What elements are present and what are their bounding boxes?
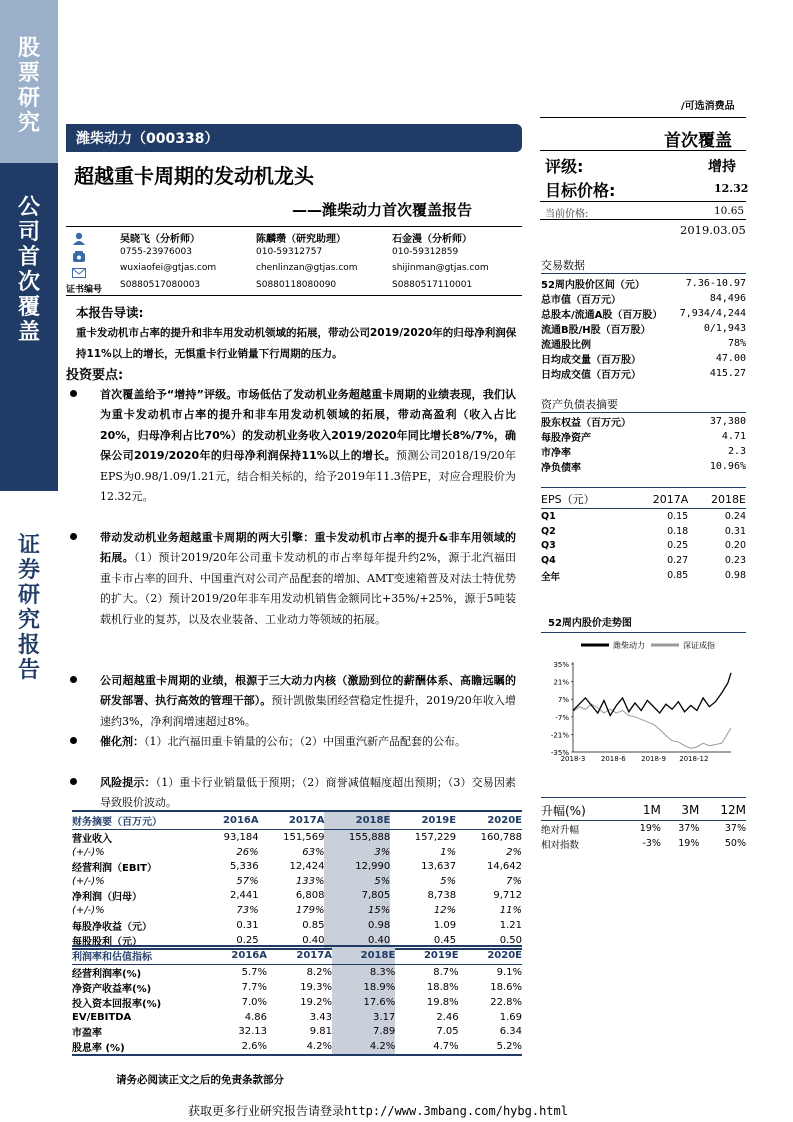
table-cell: 营业收入 [72, 834, 112, 845]
table-cell: 17.6% [332, 995, 395, 1010]
table-cell: 13,637 [421, 861, 457, 873]
table-row [541, 568, 746, 583]
table-cell: 5,336 [229, 861, 259, 873]
target-price-value: 12.32 [714, 182, 749, 195]
sidebar-char: 首 [17, 245, 40, 270]
table-cell: 2% [506, 846, 522, 858]
trading-title: 交易数据 [541, 259, 585, 272]
point-text [100, 528, 516, 630]
analyst-name: 陈麟瓒（研究助理） [256, 234, 346, 245]
analyst-cert: S0880517110001 [392, 280, 473, 290]
table-cell: -3% [642, 838, 661, 849]
table-cell: 0.23 [724, 555, 746, 567]
table-cell: 8,738 [427, 890, 457, 902]
table-cell: 93,184 [223, 832, 259, 843]
x-tick-label: 2018-3 [560, 755, 586, 763]
table-cell: 1.21 [499, 919, 522, 931]
table-row [541, 414, 746, 429]
bullet-icon [70, 390, 77, 397]
table-cell: 57% [236, 875, 259, 887]
sidebar-char: 司 [17, 220, 40, 245]
header-cell: 升幅(%) [541, 800, 622, 821]
table-cell: 26% [236, 846, 259, 858]
header-cell: 3M [661, 800, 699, 821]
table-cell: 32.13 [238, 1026, 267, 1038]
analyst-email[interactable]: shijinman@gtjas.com [392, 263, 489, 273]
sidebar-char: 证 [17, 533, 40, 558]
row-value: 4.71 [721, 431, 746, 442]
industry-label: /可选消费品 [681, 101, 735, 112]
table-row [541, 351, 746, 366]
point-bold: 首次覆盖给予“增持”评级。市场低估了发动机业务超越重卡周期的业绩表现，我们认为重卡发动机市占率的提升和非车用发动机领域的拓展，带动高盈利（收入占比20%，归母净利占比70%）的发动机业务收入2019/2020年同比增长8%/7%，确保公司2019/2020年的归母净利润保持11%以上的增长。 [100, 388, 516, 463]
table-cell: 0.15 [667, 510, 689, 522]
sidebar-char: 票 [17, 61, 40, 86]
table-cell: 9.1% [496, 967, 522, 978]
row-value: 7,934/4,244 [679, 308, 746, 319]
person-icon [72, 230, 86, 249]
sidebar-stock-research [0, 0, 58, 163]
table-row [541, 539, 746, 554]
financial-summary-table [72, 810, 522, 950]
change-table [541, 800, 746, 851]
row-value: 78% [727, 338, 746, 349]
table-cell: 7.0% [241, 997, 267, 1008]
table-cell: 经营利润（EBIT） [72, 863, 157, 875]
table-cell: Q3 [541, 540, 556, 552]
table-cell: 5.7% [241, 967, 267, 978]
table-cell: 12% [433, 904, 457, 916]
point-normal: 预测公司2018/19/20年EPS为0.98/1.09/1.21元，结合相关标的，给予2019年11.3倍PE，对应合理股价为12.32元。 [100, 449, 517, 504]
table-cell: 6,808 [295, 890, 325, 902]
table-cell: 经营利润率(%) [72, 969, 142, 980]
header-cell: EPS（元） [541, 490, 630, 509]
analyst-name: 石金漫（分析师） [392, 234, 472, 245]
table-cell: 5% [324, 874, 390, 888]
company-name: 潍柴动力（000338） [76, 131, 219, 147]
table-row [541, 366, 746, 381]
analyst-name: 吴晓飞（分析师） [120, 234, 200, 245]
footer-link[interactable]: 获取更多行业研究报告请登录http://www.3mbang.com/hybg.html [188, 1104, 568, 1118]
table-cell: 155,888 [324, 830, 390, 846]
table-cell: 37% [724, 823, 746, 834]
analyst-cert: S0880118080090 [256, 280, 337, 290]
sidebar-char: 覆 [17, 295, 40, 320]
table-cell: 0.85 [667, 570, 689, 582]
analyst-phone: 0755-23976003 [120, 247, 192, 257]
table-cell: (+/-)% [72, 904, 105, 916]
table-row [541, 444, 746, 459]
table-cell: 19.2% [300, 997, 332, 1008]
header-cell: 2017A [267, 946, 332, 965]
table-cell: 14,642 [487, 861, 522, 873]
x-tick-label: 2018-6 [600, 755, 626, 763]
table-row [541, 291, 746, 306]
point-bold: 催化剂： [100, 735, 144, 748]
table-header [72, 811, 522, 830]
report-subtitle: ——潍柴动力首次覆盖报告 [292, 201, 473, 219]
balance-table [541, 414, 746, 474]
y-tick-label: 21% [553, 678, 569, 687]
sidebar-initial-coverage [0, 163, 58, 491]
table-cell: 市盈率 [72, 1028, 102, 1040]
sidebar-char: 盖 [17, 320, 40, 345]
table-cell: (+/-)% [72, 846, 105, 858]
point-normal: （1）预计2019/20年公司重卡发动机的市占率每年提升约2%，源于北汽福田重卡市占率的回升、中国重汽对公司产品配套的增加、AMT变速箱普及对法士特优势的扩大。（2）预计2019/20年非车用发动机销售金额同比+35%/+25%，源于5吨装载机行业的复苏，以及农业装备、工业动力等领域的拓展。 [100, 551, 517, 626]
table-cell: 4.7% [395, 1039, 458, 1055]
coverage-label: 首次覆盖 [664, 131, 732, 151]
eps-table [541, 490, 746, 583]
table-cell: 18.8% [426, 982, 459, 993]
table-cell: 7.89 [332, 1024, 395, 1039]
table-cell: 18.6% [490, 982, 522, 993]
table-cell: 63% [302, 846, 325, 858]
report-date: 2019.03.05 [680, 223, 746, 237]
table-row [72, 980, 522, 995]
table-row [541, 459, 746, 474]
table-cell: 0.98 [724, 570, 746, 582]
table-cell: 0.40 [259, 933, 325, 949]
table-cell: 0.45 [390, 933, 456, 949]
table-cell: 12,990 [324, 859, 390, 874]
point-item [76, 732, 516, 773]
email-icon [72, 264, 86, 283]
table-row [72, 965, 522, 981]
table-row [72, 1039, 522, 1055]
table-cell: 0.50 [456, 933, 522, 949]
table-row [72, 903, 522, 917]
row-label: 净负债率 [541, 463, 581, 474]
sidebar-char: 次 [17, 270, 40, 295]
header-cell: 2020E [459, 946, 522, 965]
row-value: 415.27 [709, 368, 746, 379]
table-cell: 4.86 [244, 1011, 267, 1023]
bullet-icon [70, 533, 77, 540]
table-row [541, 821, 746, 837]
table-cell: 22.8% [490, 997, 522, 1008]
row-label: 流通股比例 [541, 340, 591, 351]
table-cell: 净利润（归母） [72, 892, 142, 904]
sidebar-char: 研 [17, 583, 40, 608]
point-text [100, 671, 516, 732]
table-cell: 9,712 [493, 890, 522, 902]
table-cell: 投入资本回报率(%) [72, 999, 162, 1010]
y-tick-label: -21% [550, 731, 569, 740]
header-cell: 2018E [688, 490, 746, 509]
x-tick-label: 2018-9 [641, 755, 666, 763]
cert-label: 证书编号 [66, 285, 103, 295]
header-cell: 2017A [630, 490, 689, 509]
table-cell: 4.2% [267, 1039, 332, 1055]
table-cell: 179% [295, 904, 325, 916]
header-cell: 2019E [390, 811, 456, 830]
table-cell: 19% [639, 823, 661, 834]
table-row [72, 874, 522, 888]
table-row [72, 859, 522, 874]
y-tick-label: 35% [553, 661, 569, 669]
table-cell: 8.7% [433, 967, 459, 978]
y-tick-label: -35% [550, 749, 569, 757]
table-cell: 全年 [541, 571, 561, 583]
point-bold: 公司超越重卡周期的业绩，根源于三大动力内核（激励到位的薪酬体系、高瞻远瞩的研发部署、执行高效的管理干部）。 [100, 674, 516, 708]
table-row [541, 336, 746, 351]
y-tick-label: 7% [557, 696, 569, 705]
table-row [72, 845, 522, 859]
point-item [76, 671, 516, 732]
table-row [72, 1024, 522, 1039]
row-value: 10.96% [709, 461, 746, 472]
table-header [72, 946, 522, 965]
table-cell: 19.8% [426, 997, 459, 1008]
table-cell: 15% [324, 903, 390, 917]
table-cell: 3.43 [309, 1011, 332, 1023]
table-cell: 8.3% [332, 965, 395, 981]
sidebar-char: 公 [17, 195, 40, 220]
table-row [541, 276, 746, 291]
row-label: 流通B股/H股（百万股） [541, 325, 651, 336]
table-cell: 2,441 [229, 890, 259, 902]
table-row [72, 830, 522, 846]
sidebar-securities-report [0, 491, 58, 1122]
table-cell: 12,424 [289, 861, 325, 873]
table-cell: 0.18 [667, 525, 689, 537]
table-cell: Q1 [541, 510, 556, 522]
table-cell: 5.2% [459, 1039, 522, 1055]
table-row [541, 306, 746, 321]
analyst-phone: 010-59312757 [256, 247, 323, 257]
price-chart [541, 634, 746, 774]
table-row [541, 321, 746, 336]
point-bold: 带动发动机业务超越重卡周期的两大引擎：重卡发动机市占率的提升&非车用领域的拓展。 [100, 531, 516, 565]
row-value: 7.36-10.97 [685, 278, 746, 289]
point-text [100, 773, 516, 814]
header-cell: 2018E [332, 946, 395, 965]
table-cell: 0.25 [202, 933, 259, 949]
sidebar-char: 研 [17, 86, 40, 111]
points-title: 投资要点: [66, 368, 124, 383]
sidebar-char: 券 [17, 558, 40, 583]
rating-value: 增持 [708, 159, 736, 175]
sidebar-char: 股 [17, 36, 40, 61]
analyst-email[interactable]: wuxiaofei@gtjas.com [120, 263, 217, 273]
table-cell: 2.46 [436, 1011, 459, 1023]
disclaimer: 请务必阅读正文之后的免责条款部分 [116, 1074, 284, 1086]
header-cell: 利润率和估值指标 [72, 946, 202, 965]
bullet-icon [70, 737, 77, 744]
bullet-icon [70, 676, 77, 683]
current-price-label: 当前价格: [545, 209, 589, 220]
row-value: 37,380 [709, 416, 746, 427]
table-cell: 5% [440, 875, 457, 887]
row-label: 日均成交量（百万股） [541, 355, 641, 366]
table-cell: 133% [295, 875, 325, 887]
table-cell: 7.7% [241, 982, 267, 993]
report-title: 超越重卡周期的发动机龙头 [74, 164, 314, 188]
header-cell: 2016A [202, 811, 259, 830]
table-header [541, 800, 746, 821]
table-cell: 净资产收益率(%) [72, 984, 152, 995]
table-cell: Q2 [541, 525, 556, 537]
analyst-cert: S0880517080003 [120, 280, 201, 290]
header-cell: 12M [699, 800, 746, 821]
table-cell: EV/EBITDA [72, 1011, 132, 1023]
table-row [72, 995, 522, 1010]
analyst-3 [392, 230, 489, 290]
y-tick-label: -7% [555, 713, 569, 722]
row-value: 47.00 [715, 353, 746, 364]
bullet-icon [70, 778, 77, 785]
x-tick-label: 2018-12 [679, 755, 709, 763]
table-cell: 0.27 [667, 555, 689, 567]
current-price-value: 10.65 [714, 205, 745, 217]
table-row [541, 836, 746, 851]
table-cell: 股息率 (%) [72, 1039, 202, 1055]
row-label: 52周内股价区间（元） [541, 280, 645, 291]
table-cell: 9.81 [309, 1026, 332, 1038]
table-cell: 1.09 [433, 919, 457, 931]
table-cell: 0.25 [667, 540, 689, 552]
header-cell: 财务摘要（百万元） [72, 811, 202, 830]
target-price-label: 目标价格: [545, 181, 616, 200]
table-row [541, 429, 746, 444]
table-cell: 每股股利（元） [72, 933, 202, 949]
row-label: 总股本/流通A股（百万股） [541, 310, 663, 321]
table-cell: 8.2% [306, 967, 332, 978]
table-cell: 3.17 [332, 1010, 395, 1024]
point-item [76, 773, 516, 814]
table-cell: 37% [678, 823, 700, 834]
valuation-table [72, 945, 522, 1056]
company-banner [66, 124, 522, 152]
table-row [541, 509, 746, 524]
analyst-2 [256, 230, 358, 290]
row-value: 84,496 [709, 293, 746, 304]
point-normal: （1）重卡行业销量低于预期；（2）商誉减值幅度超出预期；（3）交易因素导致股价波动。 [100, 776, 516, 810]
sidebar-char: 究 [17, 608, 40, 633]
point-text [100, 385, 516, 507]
table-cell: 0.85 [302, 919, 325, 931]
row-label: 总市值（百万元） [541, 295, 621, 306]
point-bold: 风险提示： [100, 776, 156, 789]
table-cell: 19.3% [300, 982, 332, 993]
table-cell: 0.98 [324, 918, 390, 933]
sidebar-char: 究 [17, 111, 40, 136]
trading-table [541, 276, 746, 381]
table-cell: 绝对升幅 [541, 824, 580, 836]
legend-label: 深证成指 [683, 641, 715, 650]
table-cell: 19% [678, 838, 700, 849]
table-header [541, 490, 746, 509]
table-row [541, 524, 746, 539]
table-cell: (+/-)% [72, 875, 105, 887]
table-cell: 50% [724, 838, 746, 849]
table-cell: 0.20 [724, 540, 746, 552]
guide-text: 重卡发动机市占率的提升和非车用发动机领域的拓展，带动公司2019/2020年的归母净利润保持11%以上的增长，无惧重卡行业销量下行周期的压力。 [76, 327, 517, 360]
header-cell: 2019E [395, 946, 458, 965]
analyst-email[interactable]: chenlinzan@gtjas.com [256, 263, 358, 273]
row-label: 市净率 [541, 448, 571, 459]
point-item [76, 385, 516, 528]
table-cell: 160,788 [480, 832, 522, 843]
analyst-1 [120, 230, 216, 290]
header-cell: 2017A [259, 811, 325, 830]
header-cell: 2016A [202, 946, 267, 965]
table-cell: 151,569 [283, 832, 325, 843]
point-text [100, 732, 516, 752]
balance-title: 资产负债表摘要 [541, 398, 618, 411]
header-cell: 2018E [324, 811, 390, 830]
table-cell: 18.9% [332, 980, 395, 995]
table-cell: 相对指数 [541, 839, 580, 851]
table-cell: 0.24 [724, 510, 746, 522]
table-row [541, 553, 746, 568]
legend-label: 潍柴动力 [613, 641, 645, 650]
table-cell: 4.2% [332, 1039, 395, 1055]
row-label: 股东权益（百万元） [541, 418, 631, 429]
header-cell: 2020E [456, 811, 522, 830]
table-cell: 11% [499, 904, 522, 916]
row-value: 0/1,943 [703, 323, 746, 334]
sidebar-char: 告 [17, 658, 40, 683]
investment-points [76, 385, 516, 814]
table-cell: 1.69 [499, 1011, 522, 1023]
table-cell: 73% [236, 904, 259, 916]
table-cell: 0.31 [236, 919, 259, 931]
table-cell: 7.05 [436, 1026, 459, 1038]
table-cell: 2.6% [202, 1039, 267, 1055]
table-cell: 0.40 [324, 933, 390, 949]
table-cell: Q4 [541, 555, 556, 567]
row-value: 2.3 [727, 446, 746, 457]
table-cell: 0.31 [724, 525, 746, 537]
sidebar-char: 报 [17, 633, 40, 658]
table-cell: 7% [506, 875, 522, 887]
table-cell: 每股净收益（元） [72, 921, 152, 933]
row-label: 每股净资产 [541, 433, 591, 444]
row-label: 日均成交值（百万元） [541, 370, 641, 381]
chart-title: 52周内股价走势图 [548, 618, 632, 629]
series-line-weichai [573, 673, 731, 716]
table-cell: 3% [324, 845, 390, 859]
table-row [72, 918, 522, 933]
table-row [72, 888, 522, 903]
point-item [76, 528, 516, 671]
rating-label: 评级: [545, 157, 584, 176]
table-row [72, 1010, 522, 1024]
guide-title: 本报告导读: [76, 305, 144, 320]
table-cell: 157,229 [414, 832, 457, 843]
table-cell: 6.34 [499, 1026, 522, 1038]
header-cell: 1M [622, 800, 660, 821]
table-cell: 1% [440, 846, 457, 858]
analyst-phone: 010-59312859 [392, 247, 459, 257]
point-normal: 预计凯傲集团经营稳定性提升，2019/20年收入增速约3%，净利润增速超过8%。 [100, 694, 517, 728]
point-normal: （1）北汽福田重卡销量的公布；（2）中国重汽新产品配套的公布。 [144, 735, 466, 748]
table-cell: 7,805 [324, 888, 390, 903]
